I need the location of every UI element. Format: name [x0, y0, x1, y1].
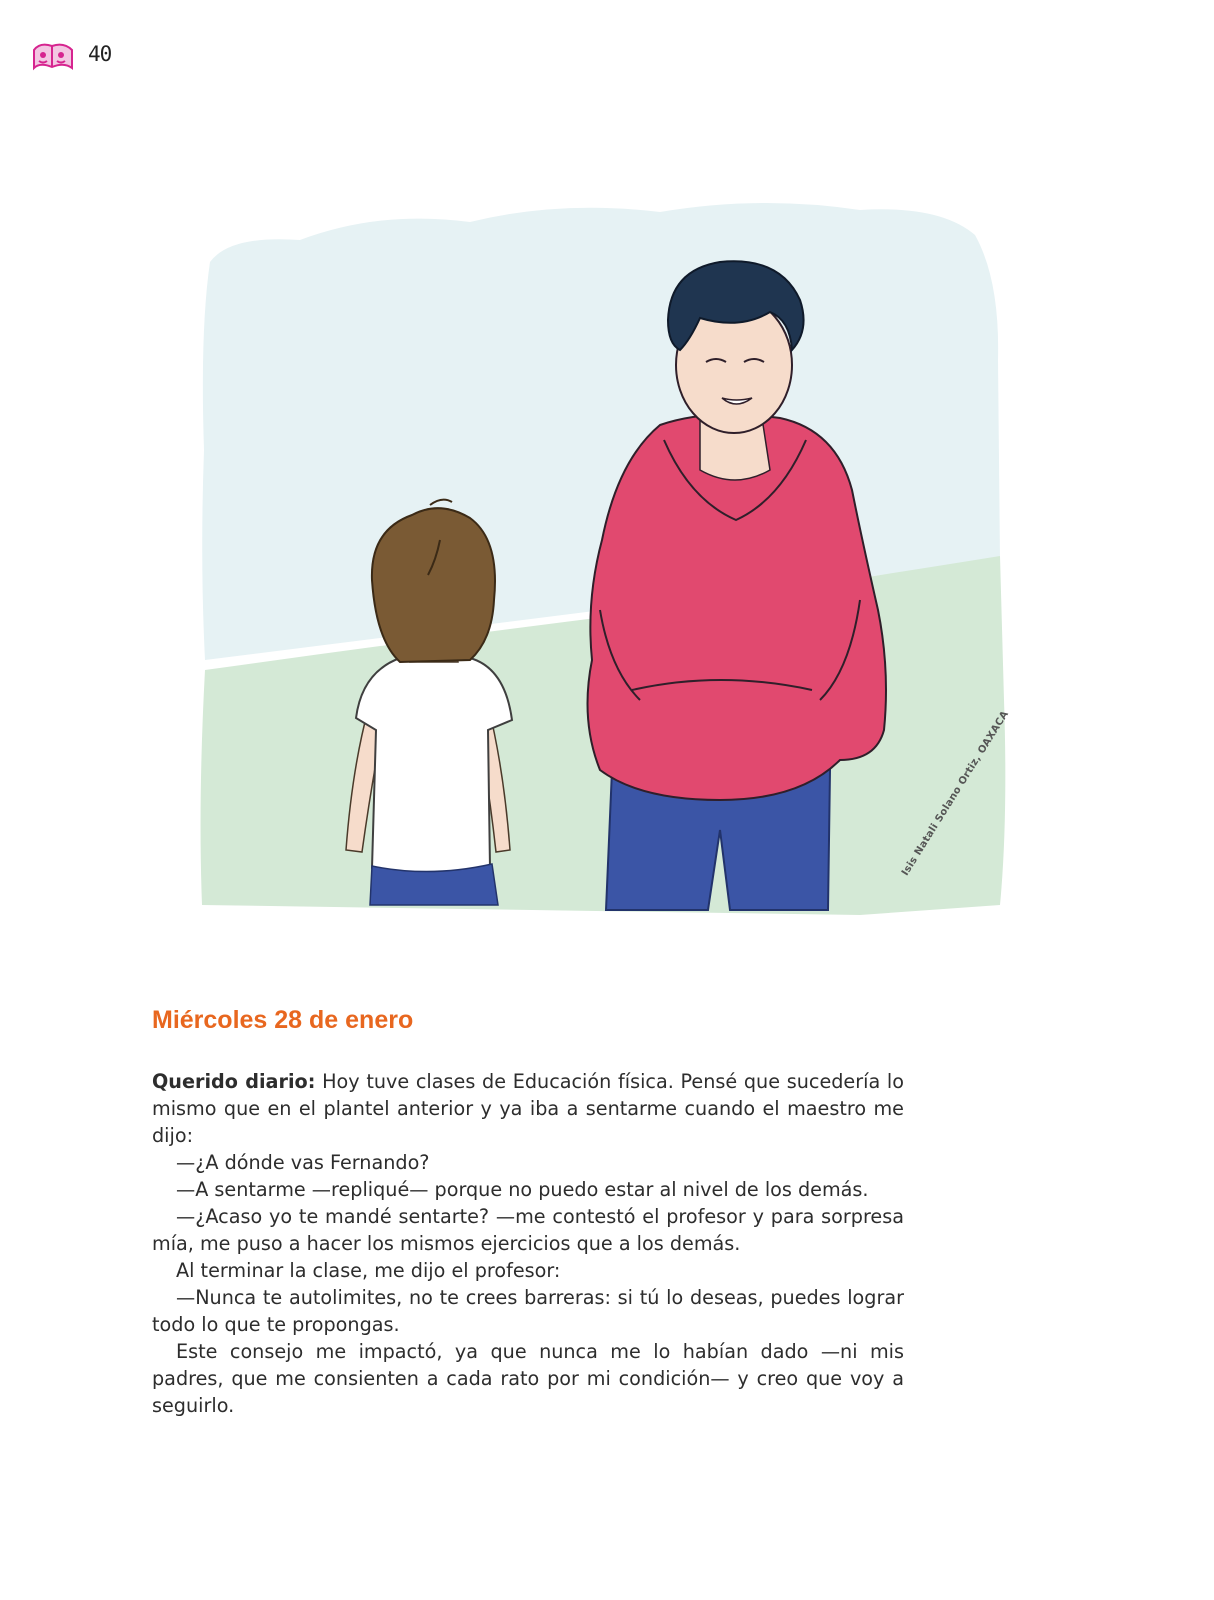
entry-greeting: Querido diario:	[152, 1070, 316, 1093]
entry-text: Hoy tuve clases de Educación física. Pensé que sucedería lo mismo que en el plantel anterior y ya iba a sentarme cuando el maestro me dijo:	[152, 1070, 904, 1147]
entry-paragraph: Al terminar la clase, me dijo el profesor:	[176, 1259, 561, 1282]
entry-paragraph: Este consejo me impactó, ya que nunca me lo habían dado —ni mis padres, que me consienten a cada rato por mi condición— y creo que voy a seguirlo.	[152, 1340, 904, 1417]
entry-paragraph: —Nunca te autolimites, no te crees barreras: si tú lo deseas, puedes lograr todo lo que te propongas.	[152, 1286, 904, 1336]
entry-paragraph: —A sentarme —repliqué— porque no puedo estar al nivel de los demás.	[176, 1178, 869, 1201]
entry-date-heading: Miércoles 28 de enero	[152, 1006, 414, 1034]
diary-entry-body	[152, 1068, 904, 1419]
page-number: 40	[88, 42, 112, 66]
entry-paragraph: —¿Acaso yo te mandé sentarte? —me contestó el profesor y para sorpresa mía, me puso a hacer los mismos ejercicios que a los demás.	[152, 1205, 904, 1255]
child-tshirt	[356, 653, 512, 874]
illustration-credit: Isis Natali Solano Ortiz, OAXACA	[900, 709, 1012, 878]
entry-paragraph: —¿A dónde vas Fernando?	[176, 1151, 430, 1174]
entry-paragraph	[152, 1068, 904, 1149]
child-hair	[372, 508, 495, 662]
